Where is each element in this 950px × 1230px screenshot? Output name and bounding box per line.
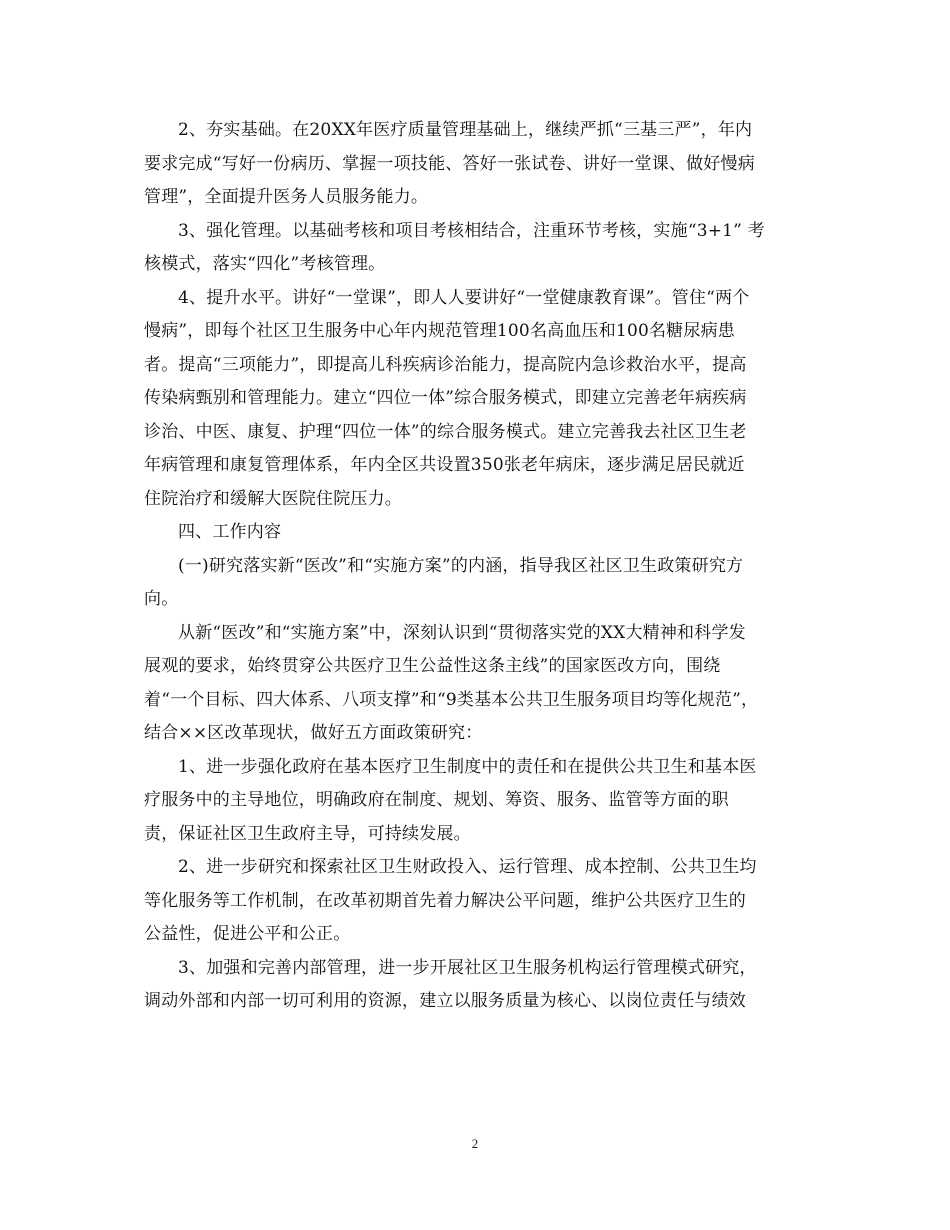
paragraph-line: 要求完成“写好一份病历、掌握一项技能、答好一张试卷、讲好一堂课、做好慢病 xyxy=(144,153,755,174)
paragraph-line: 核模式，落实“四化”考核管理。 xyxy=(144,254,386,274)
paragraph-line: 3、强化管理。以基础考核和项目考核相结合，注重环节考核，实施“3+1” 考 xyxy=(178,220,765,241)
paragraph xyxy=(144,952,810,1019)
paragraph-line: 年病管理和康复管理体系，年内全区共设置350张老年病床，逐步满足居民就近 xyxy=(144,455,745,475)
paragraph-line: 管理”，全面提升医务人员服务能力。 xyxy=(144,187,429,207)
paragraph-line: 4、提升水平。讲好“一堂课”，即人人要讲好“一堂健康教育课”。管住“两个 xyxy=(178,287,750,308)
paragraph-line: 疗服务中的主导地位，明确政府在制度、规划、筹资、服务、监管等方面的职 xyxy=(144,790,729,810)
page-number: 2 xyxy=(471,1136,479,1151)
paragraph-line: 1、进一步强化政府在基本医疗卫生制度中的责任和在提供公共卫生和基本医 xyxy=(178,756,757,777)
paragraph xyxy=(144,516,810,550)
paragraph-line: 着“一个目标、四大体系、八项支撑”和“9类基本公共卫生服务项目均等化规范”， xyxy=(144,689,759,710)
paragraph-line: 责，保证社区卫生政府主导，可持续发展。 xyxy=(144,823,471,844)
paragraph xyxy=(144,617,810,751)
paragraph-line: 2、夯实基础。在20XX年医疗质量管理基础上，继续严抓“三基三严”，年内 xyxy=(178,120,753,140)
paragraph-line: 住院治疗和缓解大医院住院压力。 xyxy=(144,488,402,509)
paragraph-line: 从新“医改”和“实施方案”中，深刻认识到“贯彻落实党的XX大精神和科学发 xyxy=(178,622,746,643)
paragraph-line: 公益性，促进公平和公正。 xyxy=(144,924,351,944)
paragraph xyxy=(144,114,810,215)
paragraph xyxy=(144,550,810,617)
paragraph-line: 等化服务等工作机制，在改革初期首先着力解决公平问题，维护公共医疗卫生的 xyxy=(144,890,746,911)
paragraph-line: 向。 xyxy=(144,589,179,609)
paragraph-line: 3、加强和完善内部管理，进一步开展社区卫生服务机构运行管理模式研究， xyxy=(178,957,757,978)
paragraph-line: 者。提高“三项能力”，即提高儿科疾病诊治能力，提高院内急诊救治水平，提高 xyxy=(144,354,747,375)
paragraph xyxy=(144,282,810,517)
paragraph-line: 传染病甄别和管理能力。建立“四位一体”综合服务模式，即建立完善老年病疾病 xyxy=(144,388,747,408)
paragraph-line: 四、工作内容 xyxy=(178,522,282,542)
paragraph xyxy=(144,751,810,852)
paragraph-line: 2、进一步研究和探索社区卫生财政投入、运行管理、成本控制、公共卫生均 xyxy=(178,857,757,877)
paragraph-line: 诊治、中医、康复、护理“四位一体”的综合服务模式。建立完善我去社区卫生老 xyxy=(144,421,747,442)
paragraph xyxy=(144,851,810,952)
paragraph-line: 展观的要求，始终贯穿公共医疗卫生公益性这条主线”的国家医改方向，围绕 xyxy=(144,656,721,676)
paragraph xyxy=(144,215,810,282)
paragraph-line: (一)研究落实新“医改”和“实施方案”的内涵，指导我区社区卫生政策研究方 xyxy=(178,555,744,576)
paragraph-line: 调动外部和内部一切可利用的资源，建立以服务质量为核心、以岗位责任与绩效 xyxy=(144,991,746,1011)
paragraph-line: 结合××区改革现状，做好五方面政策研究： xyxy=(144,723,483,743)
paragraph-line: 慢病”，即每个社区卫生服务中心年内规范管理100名高血压和100名糖尿病患 xyxy=(144,321,735,341)
document-body xyxy=(144,114,810,1019)
